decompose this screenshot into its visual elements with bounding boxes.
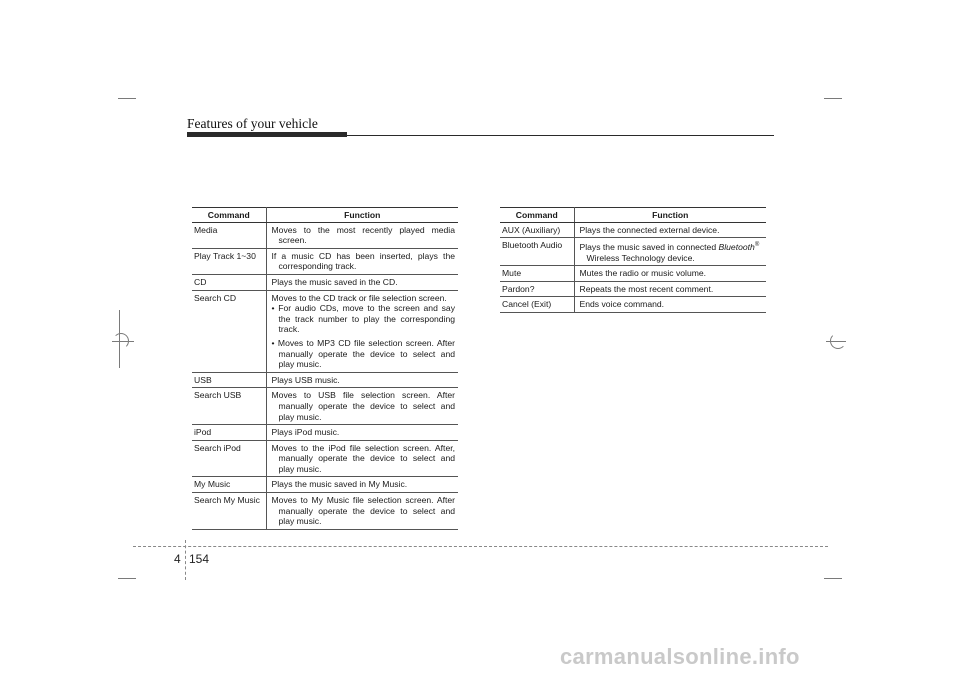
bullet-icon: • [271, 337, 275, 348]
crop-mark-bottom-left [118, 578, 136, 579]
command-cell: Pardon? [500, 281, 574, 297]
command-cell: iPod [192, 425, 266, 441]
table-row [500, 238, 766, 266]
function-cell: Plays USB music. [266, 372, 458, 388]
page-number: 154 [189, 552, 210, 566]
table-row [500, 297, 766, 313]
command-cell: Search USB [192, 388, 266, 425]
column-header-function: Function [574, 208, 766, 223]
crop-mark-bottom-right [824, 578, 842, 579]
function-cell: Moves to the iPod file selection screen. After, manually operate the device to select and play music. [266, 440, 458, 477]
table-row [192, 248, 458, 274]
watermark: carmanualsonline.info [560, 644, 800, 669]
table-header-row [500, 208, 766, 223]
table-row [192, 440, 458, 477]
command-cell: Search CD [192, 290, 266, 372]
function-cell: Mutes the radio or music volume. [574, 266, 766, 282]
crop-mark-top-left [118, 98, 136, 99]
table-row [192, 274, 458, 290]
command-cell: Mute [500, 266, 574, 282]
title-bar-rule [187, 135, 774, 136]
command-cell: USB [192, 372, 266, 388]
section-title: Features of your vehicle [187, 116, 318, 131]
function-cell: If a music CD has been inserted, plays the corresponding track. [266, 248, 458, 274]
table-row [192, 388, 458, 425]
command-cell: Cancel (Exit) [500, 297, 574, 313]
column-header-function: Function [266, 208, 458, 223]
function-cell: Moves to My Music file selection screen. After manually operate the device to select and play music. [266, 493, 458, 530]
table-row [500, 222, 766, 238]
footer-rule [133, 546, 828, 547]
function-cell: Plays the connected external device. [574, 222, 766, 238]
table-header-row [192, 208, 458, 223]
command-cell: My Music [192, 477, 266, 493]
table-row [192, 425, 458, 441]
command-cell: Media [192, 222, 266, 248]
function-cell: Plays the music saved in the CD. [266, 274, 458, 290]
function-cell: Moves to the most recently played media screen. [266, 222, 458, 248]
chapter-number: 4 [174, 552, 181, 566]
crop-mark-top-right [824, 98, 842, 99]
voice-command-table-left [192, 207, 458, 530]
column-header-command: Command [192, 208, 266, 223]
table-row [500, 266, 766, 282]
registration-circle-left [113, 333, 129, 349]
voice-command-table-right [500, 207, 766, 313]
function-cell: Moves to USB file selection screen. After manually operate the device to select and play music. [266, 388, 458, 425]
bullet-item: • For audio CDs, move to the screen and say the track number to play the corresponding track. [271, 303, 456, 335]
function-cell: Moves to the CD track or file selection screen. • For audio CDs, move to the screen and say the track number to play the corresponding track. • Moves to MP3 CD file selection screen. After manually operate the device to select and play music. [266, 290, 458, 372]
bullet-item: • Moves to MP3 CD file selection screen. After manually operate the device to select and play music. [271, 337, 455, 370]
table-row [500, 281, 766, 297]
column-header-command: Command [500, 208, 574, 223]
footer-divider [185, 540, 186, 580]
bullet-icon: • [271, 303, 275, 314]
table-row [192, 290, 458, 372]
command-cell: Search My Music [192, 493, 266, 530]
function-cell: Plays the music saved in connected Bluetooth® Wireless Technology device. [574, 238, 766, 266]
command-cell: Play Track 1~30 [192, 248, 266, 274]
table-row [192, 222, 458, 248]
function-cell: Repeats the most recent comment. [574, 281, 766, 297]
table-row [192, 372, 458, 388]
command-cell: Search iPod [192, 440, 266, 477]
function-cell: Plays the music saved in My Music. [266, 477, 458, 493]
function-cell: Ends voice command. [574, 297, 766, 313]
table-row [192, 477, 458, 493]
function-cell: Plays iPod music. [266, 425, 458, 441]
command-cell: AUX (Auxiliary) [500, 222, 574, 238]
command-cell: Bluetooth Audio [500, 238, 574, 266]
table-row [192, 493, 458, 530]
command-cell: CD [192, 274, 266, 290]
registration-circle-right [830, 333, 846, 349]
